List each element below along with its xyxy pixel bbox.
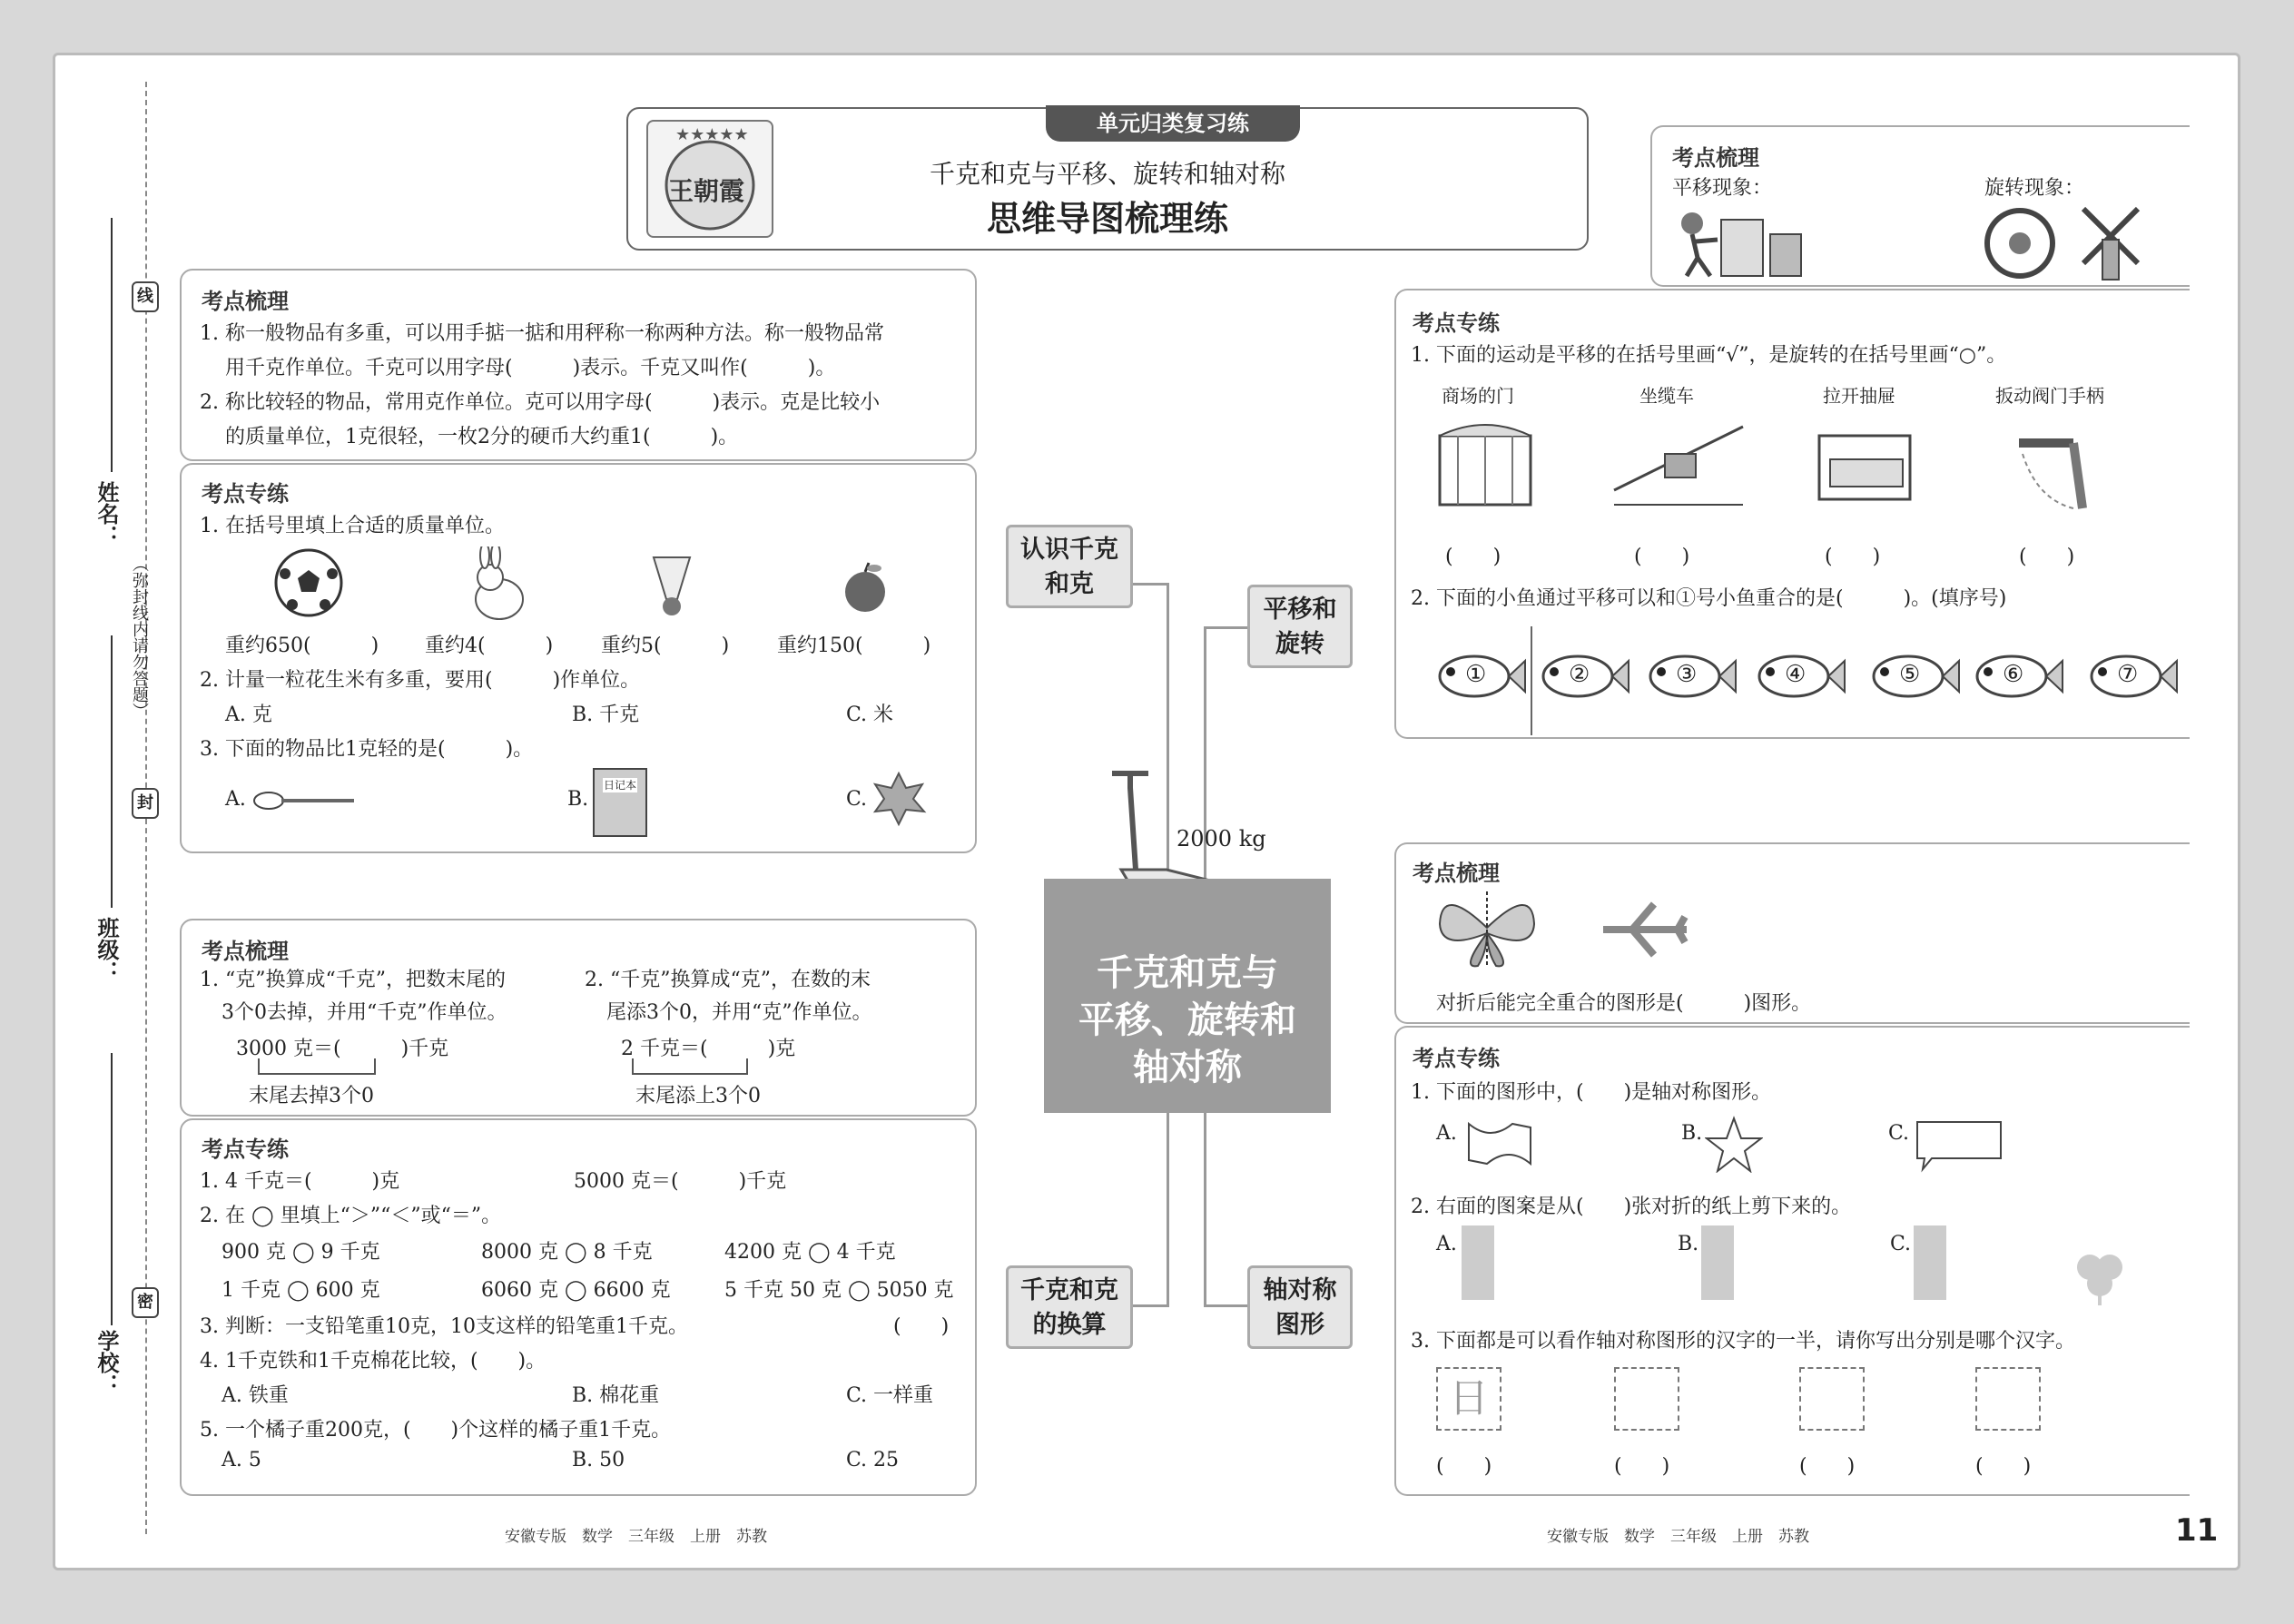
question-text: 3. 下面的物品比1克轻的是( )。: [200, 738, 534, 761]
answer-paren[interactable]: ( ): [893, 1315, 950, 1338]
fish-item[interactable]: [1752, 645, 1846, 708]
panel-motion-review: [1650, 125, 2190, 287]
compare-item[interactable]: 5 千克 50 克 ◯ 5050 克: [724, 1279, 954, 1302]
motion-label: 扳动阀门手柄: [1995, 385, 2104, 407]
book-label: 日记本: [603, 779, 636, 792]
option[interactable]: A. 克: [225, 704, 272, 726]
panel-symmetry-review: [1394, 842, 2190, 1024]
star-shape-icon: [1705, 1115, 1763, 1173]
node-axial-symmetry[interactable]: [1247, 1265, 1353, 1349]
center-line: 千克和克与: [1097, 952, 1278, 994]
logo-text: 王朝霞: [668, 176, 745, 206]
compare-item[interactable]: 900 克 ◯ 9 千克: [222, 1241, 380, 1264]
panel-conversion-review: [180, 919, 977, 1117]
class-label: 班级：: [94, 917, 119, 982]
review-line: 尾添3个0，并用“克”作单位。: [606, 1001, 872, 1024]
answer-paren[interactable]: ( ): [1975, 1455, 2032, 1478]
half-pattern-b: [1701, 1225, 1734, 1300]
connector-line: [1131, 1113, 1169, 1307]
panel-kg-g-review: [180, 269, 977, 461]
option[interactable]: C. 一样重: [846, 1384, 934, 1407]
section-heading: 考点梳理: [1672, 145, 1759, 171]
section-heading: 考点专练: [202, 481, 289, 507]
conversion-arrow: [258, 1058, 376, 1075]
class-field[interactable]: [111, 635, 113, 908]
answer-paren[interactable]: ( ): [1436, 1455, 1492, 1478]
compare-item[interactable]: 8000 克 ◯ 8 千克: [481, 1241, 653, 1264]
option[interactable]: A.: [1436, 1233, 1457, 1255]
question-text: 5000 克＝( )千克: [574, 1170, 787, 1193]
header-panel: [626, 107, 1589, 251]
panel-symmetry-practice: [1394, 1026, 2190, 1496]
fish-item[interactable]: [1536, 645, 1630, 708]
shuttlecock-icon: [645, 548, 699, 621]
question-text: 2. 计量一粒花生米有多重，要用( )作单位。: [200, 669, 641, 692]
cable-car-icon: [1610, 418, 1747, 508]
compare-item[interactable]: 4200 克 ◯ 4 千克: [724, 1241, 896, 1264]
option[interactable]: C.: [846, 788, 868, 811]
clover-pattern-icon: [2068, 1244, 2132, 1307]
section-heading: 考点专练: [1413, 1046, 1500, 1071]
center-line: 平移、旋转和: [1078, 999, 1296, 1041]
option[interactable]: C. 米: [846, 704, 894, 726]
weight-item: 重约4( ): [425, 635, 554, 657]
answer-paren[interactable]: ( ): [1799, 1455, 1856, 1478]
section-heading: 考点专练: [1413, 310, 1500, 336]
node-label: 千克和克: [1020, 1276, 1118, 1304]
half-pattern-c: [1914, 1225, 1946, 1300]
section-heading: 考点梳理: [202, 289, 289, 314]
question-text: 1. 在括号里填上合适的质量单位。: [200, 515, 505, 537]
seal-mark-mid: 封: [132, 788, 159, 819]
review-line: 用千克作单位。千克可以用字母( )表示。千克又叫作( )。: [225, 357, 836, 379]
school-field[interactable]: [111, 1053, 113, 1325]
butterfly-icon: [1433, 888, 1541, 969]
soccer-ball-icon: [272, 546, 345, 619]
name-field[interactable]: [111, 218, 113, 472]
weight-item: 重约5( ): [601, 635, 730, 657]
school-label: 学校：: [94, 1330, 119, 1395]
answer-paren[interactable]: ( ): [1825, 546, 1881, 568]
node-conversion[interactable]: [1006, 1265, 1133, 1349]
fish-divider: [1531, 626, 1532, 735]
fish-item[interactable]: [1433, 645, 1527, 708]
seal-mark-top: 线: [132, 281, 159, 312]
diary-book-icon: [593, 768, 647, 837]
example-note: 末尾添上3个0: [635, 1085, 761, 1107]
example-equation: 3000 克＝( )千克: [236, 1038, 449, 1060]
footer-left: 安徽专版 数学 三年级 上册 苏教: [505, 1528, 767, 1546]
fish-number: ①: [1465, 661, 1487, 688]
seal-note: （弥封线内请勿答题）: [130, 556, 149, 719]
option[interactable]: C. 25: [846, 1449, 900, 1471]
question-text: 5. 一个橘子重200克，( )个这样的橘子重1千克。: [200, 1419, 672, 1442]
node-know-kg-g[interactable]: [1006, 525, 1133, 608]
translation-label: 平移现象：: [1672, 177, 1773, 200]
example-equation: 2 千克＝( )克: [621, 1038, 796, 1060]
header-badge: 单元归类复习练: [1046, 105, 1300, 142]
fish-item[interactable]: [1970, 645, 2064, 708]
half-character-3: [1799, 1367, 1865, 1431]
node-label: 平移和: [1263, 595, 1337, 624]
review-line: 对折后能完全重合的图形是( )图形。: [1436, 992, 1812, 1015]
option[interactable]: B. 千克: [572, 704, 640, 726]
svg-text:★★★★★: ★★★★★: [675, 125, 749, 144]
valve-handle-icon: [2001, 427, 2101, 517]
fish-item[interactable]: [1643, 645, 1738, 708]
option[interactable]: B.: [1681, 1122, 1703, 1145]
question-text: 2. 在 ◯ 里填上“＞”“＜”或“＝”。: [200, 1205, 502, 1227]
half-pattern-a: [1462, 1225, 1494, 1300]
center-topic: [1044, 879, 1331, 1113]
review-line: 1. “克”换算成“千克”，把数末尾的: [200, 969, 506, 991]
compare-item[interactable]: 6060 克 ◯ 6600 克: [481, 1279, 671, 1302]
revolving-door-icon: [1431, 418, 1540, 508]
node-label: 认识千克: [1020, 536, 1118, 564]
answer-paren[interactable]: ( ): [1634, 546, 1690, 568]
speech-bubble-icon: [1914, 1118, 2004, 1173]
windmill-icon: [2070, 200, 2151, 281]
half-character-4: [1975, 1367, 2041, 1431]
review-line: 2. 称比较轻的物品，常用克作单位。克可以用字母( )表示。克是比较小: [200, 391, 881, 414]
compare-item[interactable]: 1 千克 ◯ 600 克: [222, 1279, 380, 1302]
option[interactable]: A.: [225, 788, 246, 811]
fish-item[interactable]: [1866, 645, 1961, 708]
header-title: 思维导图梳理练: [986, 199, 1228, 239]
option[interactable]: B.: [567, 788, 589, 811]
half-character-1: 日: [1436, 1367, 1501, 1431]
wave-shape-icon: [1463, 1115, 1536, 1169]
apple-icon: [840, 561, 891, 615]
question-text: 1. 下面的运动是平移的在括号里画“√”，是旋转的在括号里画“○”。: [1411, 344, 2007, 367]
panel-motion-practice: [1394, 289, 2190, 739]
option[interactable]: B. 棉花重: [572, 1384, 660, 1407]
page-number: 11: [2175, 1512, 2219, 1549]
section-heading: 考点梳理: [1413, 861, 1500, 886]
airplane-icon: [1596, 899, 1696, 962]
truck-weight-label: 2000 kg: [1177, 826, 1266, 851]
node-label: 轴对称: [1263, 1276, 1337, 1304]
node-label: 图形: [1275, 1311, 1324, 1339]
node-label: 旋转: [1275, 630, 1324, 658]
fish-item[interactable]: [2084, 645, 2179, 708]
option[interactable]: A. 5: [222, 1449, 261, 1471]
rabbit-icon: [463, 546, 536, 623]
question-text: 3. 下面都是可以看作轴对称图形的汉字的一半，请你写出分别是哪个汉字。: [1411, 1330, 2075, 1353]
fish-number: ⑤: [1899, 661, 1921, 688]
name-label: 姓名：: [94, 481, 119, 546]
half-character-2: [1614, 1367, 1679, 1431]
fish-number: ⑦: [2117, 661, 2139, 688]
conversion-arrow: [632, 1058, 748, 1075]
weight-item: 重约650( ): [225, 635, 379, 657]
review-line: 2. “千克”换算成“克”，在数的末: [585, 969, 871, 991]
leaf-icon: [870, 770, 928, 828]
fish-number: ③: [1676, 661, 1698, 688]
center-line: 轴对称: [1133, 1047, 1242, 1088]
node-translation-rotation[interactable]: [1247, 585, 1353, 668]
connector-line: [1204, 1113, 1249, 1307]
answer-paren[interactable]: ( ): [1445, 546, 1501, 568]
answer-paren[interactable]: ( ): [2019, 546, 2075, 568]
option[interactable]: A. 铁重: [222, 1384, 289, 1407]
drawer-icon: [1810, 427, 1919, 508]
question-text: 3. 判断：一支铅笔重10克，10支这样的铅笔重1千克。: [200, 1315, 688, 1338]
question-text: 1. 4 千克＝( )克: [200, 1170, 400, 1193]
option[interactable]: C.: [1890, 1233, 1912, 1255]
option[interactable]: B. 50: [572, 1449, 625, 1471]
question-text: 4. 1千克铁和1千克棉花比较，( )。: [200, 1350, 546, 1373]
option[interactable]: A.: [1436, 1122, 1457, 1145]
example-note: 末尾去掉3个0: [249, 1085, 374, 1107]
fish-number: ⑥: [2003, 661, 2024, 688]
node-label: 和克: [1045, 570, 1094, 598]
question-text: 2. 下面的小鱼通过平移可以和①号小鱼重合的是( )。(填序号): [1411, 587, 2007, 610]
review-line: 的质量单位，1克很轻，一枚2分的硬币大约重1( )。: [225, 426, 739, 448]
weight-item: 重约150( ): [777, 635, 931, 657]
fish-number: ④: [1785, 661, 1807, 688]
footer-right: 安徽专版 数学 三年级 上册 苏教: [1547, 1528, 1809, 1546]
motion-label: 坐缆车: [1639, 385, 1694, 407]
node-label: 的换算: [1032, 1311, 1107, 1339]
spoon-icon: [251, 788, 359, 815]
section-heading: 考点专练: [202, 1137, 289, 1162]
section-heading: 考点梳理: [202, 939, 289, 964]
rotation-label: 旋转现象：: [1984, 177, 2085, 200]
pushing-box-icon: [1670, 207, 1807, 280]
panel-conversion-practice: [180, 1118, 977, 1496]
header-subtitle: 千克和克与平移、旋转和轴对称: [929, 159, 1285, 189]
option[interactable]: B.: [1678, 1233, 1699, 1255]
question-text: 2. 右面的图案是从( )张对折的纸上剪下来的。: [1411, 1196, 1852, 1218]
review-line: 3个0去掉，并用“千克”作单位。: [222, 1001, 507, 1024]
question-text: 1. 下面的图形中，( )是轴对称图形。: [1411, 1081, 1772, 1104]
option[interactable]: C.: [1888, 1122, 1910, 1145]
panel-kg-g-practice: [180, 463, 977, 853]
answer-paren[interactable]: ( ): [1614, 1455, 1670, 1478]
motion-label: 拉开抽屉: [1823, 385, 1895, 407]
fish-number: ②: [1569, 661, 1590, 688]
seal-mark-bot: 密: [132, 1287, 159, 1318]
steering-wheel-icon: [1979, 203, 2061, 280]
review-line: 1. 称一般物品有多重，可以用手掂一掂和用秤称一称两种方法。称一般物品常: [200, 322, 884, 345]
motion-label: 商场的门: [1442, 385, 1514, 407]
